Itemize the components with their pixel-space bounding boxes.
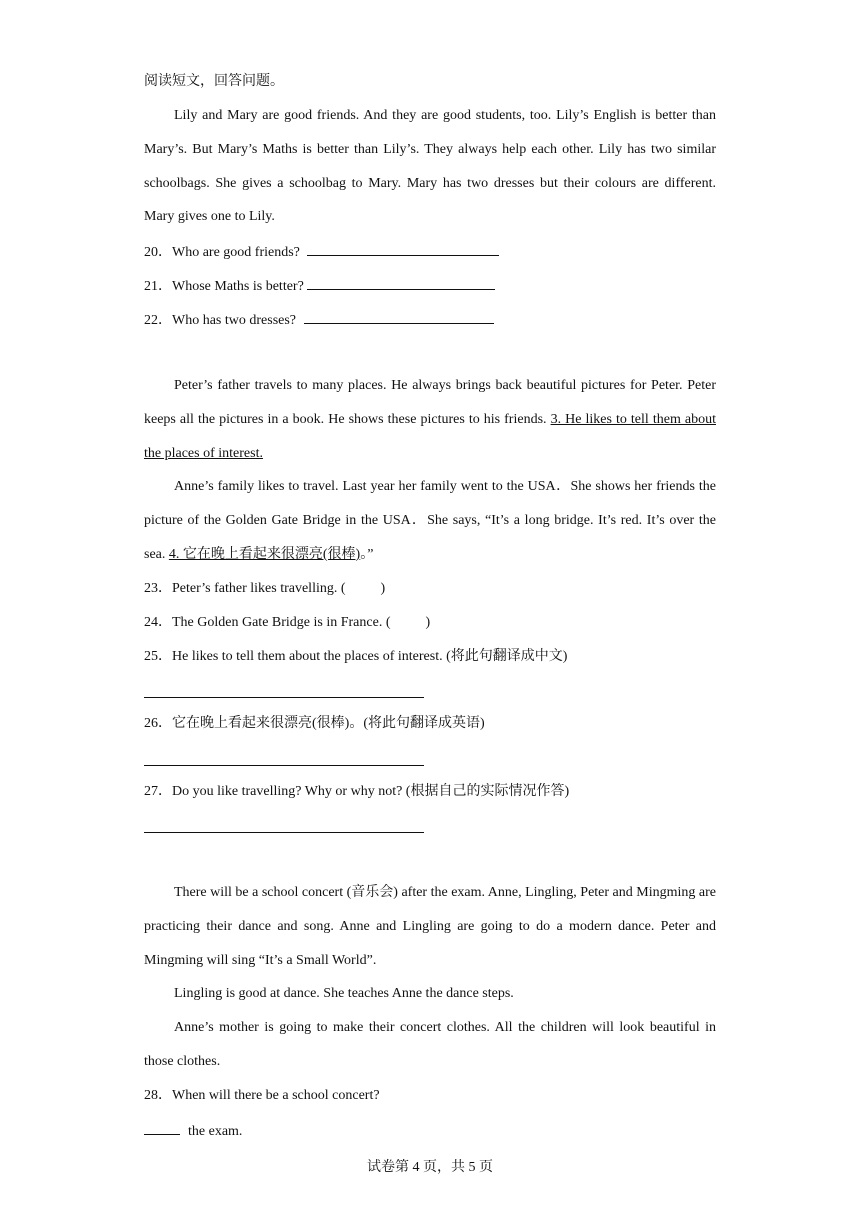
question-20 [144, 241, 499, 263]
question-28-answer [144, 1120, 242, 1142]
question-24: 24．The Golden Gate Bridge is in France. ( ) [144, 615, 431, 630]
question-28: 28．When will there be a school concert? [144, 1088, 380, 1103]
instruction: 阅读短文，回答问题。 [144, 74, 284, 89]
passage-1-text: Lily and Mary are good friends. And they are good students, too. Lily’s English is better than Mary’s. But Mary’s Maths is better than Lily’s. They always help each other. Lily has two similar schoolbags. She gives a schoolbag to Mary. Mary has two dresses but their colours are different. Mary gives one to Lily. [144, 108, 716, 225]
question-21 [144, 275, 495, 297]
underlined-sentence-4: 4. 它在晚上看起来很漂亮(很棒) [168, 546, 361, 562]
page-footer: 试卷第 4 页，共 5 页 [367, 1160, 493, 1175]
answer-line-25[interactable] [144, 697, 424, 698]
answer-blank-28[interactable] [144, 1120, 180, 1135]
answer-blank-21[interactable] [307, 275, 495, 290]
answer-blank-22[interactable] [304, 309, 494, 324]
passage-2-para-2-end: 。” [360, 546, 374, 562]
question-28-answer-text: the exam. [188, 1124, 243, 1139]
underlined-sentence-3: 3. He likes to tell them about the places of interest. [144, 411, 716, 461]
answer-blank-20[interactable] [307, 241, 499, 256]
question-26: 26．它在晚上看起来很漂亮(很棒)。(将此句翻译成英语) [144, 716, 485, 731]
question-25: 25．He likes to tell them about the places of interest. (将此句翻译成中文) [144, 649, 568, 664]
passage-3-para-1: There will be a school concert (音乐会) after the exam. Anne, Lingling, Peter and Mingming are practicing their dance and song. Anne and Lingling are going to do a modern dance. Peter and Mingming will sing “It’s a Small World”. [144, 885, 716, 968]
passage-3-para-2: Lingling is good at dance. She teaches Anne the dance steps. [174, 986, 514, 1002]
question-20-text: 20．Who are good friends? [144, 245, 300, 260]
passage-2-para-2-text: Anne’s family likes to travel. Last year her family went to the USA．She shows her friends the picture of the Golden Gate Bridge in the USA．She says, “It’s a long bridge. It’s red. It’s over the sea. [144, 479, 716, 562]
passage-3-para-3: Anne’s mother is going to make their concert clothes. All the children will look beautiful in those clothes. [144, 1020, 716, 1069]
passage-2-para-2 [144, 470, 716, 571]
answer-line-27[interactable] [144, 832, 424, 833]
passage-1 [144, 99, 716, 234]
answer-line-26[interactable] [144, 765, 424, 766]
question-27: 27．Do you like travelling? Why or why not? (根据自己的实际情况作答) [144, 784, 570, 799]
question-22 [144, 309, 494, 331]
passage-2 [144, 369, 716, 572]
passage-2-para-1-text: Peter’s father travels to many places. He always brings back beautiful pictures for Peter. Peter keeps all the pictures in a book. He shows these pictures to his friends. [144, 378, 716, 427]
question-21-text: 21．Whose Maths is better? [144, 279, 304, 294]
question-23: 23．Peter’s father likes travelling. ( ) [144, 581, 386, 596]
question-22-text: 22．Who has two dresses? [144, 313, 297, 328]
passage-2-para-1 [144, 369, 716, 470]
passage-3 [144, 876, 716, 1079]
